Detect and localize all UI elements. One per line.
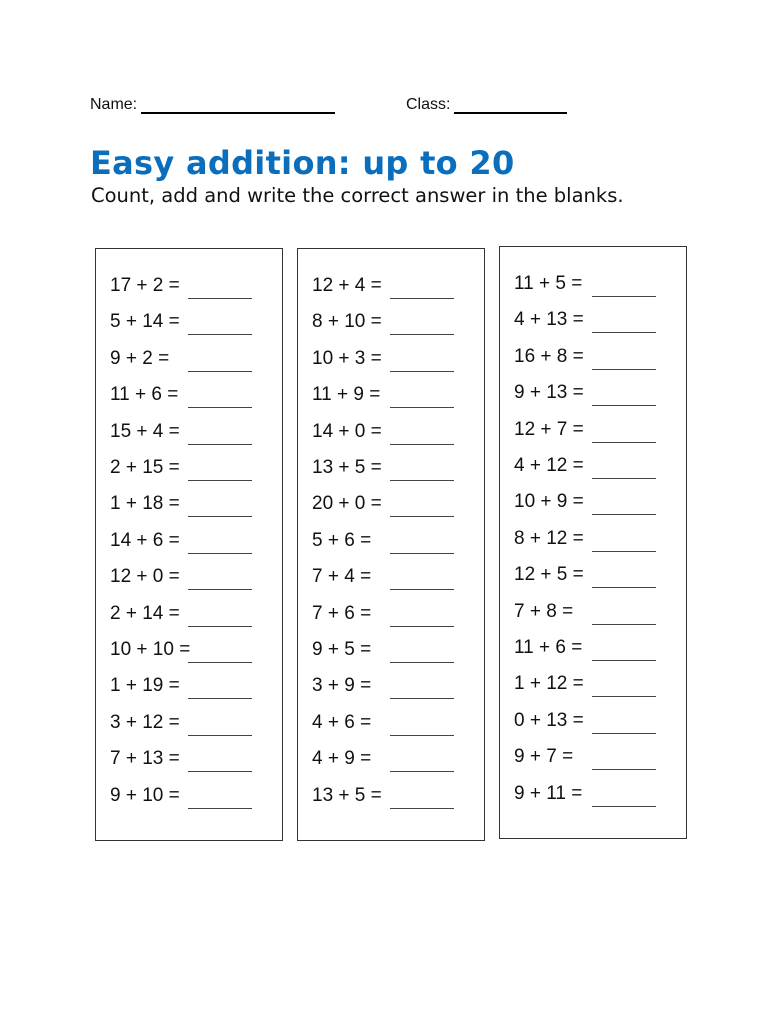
problem-row [110,346,270,372]
problem-equation: 11 + 9 = [312,384,381,406]
answer-blank[interactable] [592,660,656,661]
answer-blank[interactable] [390,480,454,481]
problem-row [110,455,270,481]
problem-equation: 4 + 9 = [312,748,372,770]
problem-row [312,382,472,408]
problem-row [312,637,472,663]
answer-blank[interactable] [390,698,454,699]
problem-row [514,635,674,661]
problem-column-1 [95,248,283,841]
problem-row [110,564,270,590]
class-field [406,96,567,114]
problem-row [312,455,472,481]
problem-row [110,419,270,445]
class-blank[interactable] [454,98,567,114]
problem-equation: 7 + 4 = [312,566,372,588]
class-label: Class: [406,96,451,113]
answer-blank[interactable] [188,698,252,699]
problem-row [312,564,472,590]
problem-equation: 14 + 6 = [110,529,180,551]
problem-equation: 17 + 2 = [110,275,180,296]
problem-column-2 [297,248,485,841]
problem-row [514,489,674,515]
answer-blank[interactable] [390,444,454,445]
problem-equation: 2 + 14 = [110,602,180,624]
problem-equation: 4 + 13 = [514,309,584,331]
problem-equation: 5 + 6 = [312,529,372,551]
problem-equation: 11 + 6 = [514,637,583,658]
answer-blank[interactable] [390,371,454,372]
problem-equation: 12 + 7 = [514,418,584,440]
answer-blank[interactable] [390,808,454,809]
problem-equation: 9 + 7 = [514,746,574,768]
problem-column-3 [499,246,687,839]
problem-row [312,273,472,299]
answer-blank[interactable] [390,553,454,554]
answer-blank[interactable] [188,334,252,335]
problem-row [514,744,674,770]
answer-blank[interactable] [188,407,252,408]
problem-row [110,491,270,517]
problem-row [514,526,674,552]
worksheet-header [90,96,690,120]
problem-row [110,746,270,772]
problem-row [514,380,674,406]
answer-blank[interactable] [592,624,656,625]
answer-blank[interactable] [188,626,252,627]
problem-row [312,346,472,372]
problem-row [110,309,270,335]
name-label: Name: [90,96,138,113]
problem-row [110,783,270,809]
problem-equation: 4 + 6 = [312,711,372,733]
problem-equation: 13 + 5 = [312,784,382,806]
answer-blank[interactable] [390,516,454,517]
name-field [90,96,335,114]
problem-row [312,491,472,517]
problem-row [514,781,674,807]
answer-blank[interactable] [592,332,656,333]
problem-row [312,746,472,772]
problem-equation: 5 + 14 = [110,311,180,333]
problem-row [514,708,674,734]
problem-row [110,382,270,408]
answer-blank[interactable] [188,371,252,372]
answer-blank[interactable] [592,442,656,443]
answer-blank[interactable] [592,806,656,807]
problem-row [312,419,472,445]
problem-row [110,273,270,299]
problem-equation: 3 + 9 = [312,675,372,697]
problem-equation: 16 + 8 = [514,345,584,367]
answer-blank[interactable] [592,514,656,515]
answer-blank[interactable] [390,589,454,590]
answer-blank[interactable] [592,369,656,370]
answer-blank[interactable] [592,696,656,697]
problem-row [514,307,674,333]
problem-equation: 8 + 10 = [312,311,382,333]
answer-blank[interactable] [188,808,252,809]
problem-equation: 7 + 13 = [110,748,180,770]
problem-equation: 3 + 12 = [110,711,180,733]
problem-equation: 9 + 10 = [110,784,180,806]
problem-equation: 2 + 15 = [110,457,180,478]
problem-row [312,710,472,736]
problem-equation: 1 + 12 = [514,673,584,695]
answer-blank[interactable] [188,553,252,554]
problem-row [514,599,674,625]
problem-equation: 7 + 8 = [514,600,574,622]
problem-equation: 9 + 5 = [312,639,372,660]
problem-row [514,344,674,370]
problem-row [110,637,270,663]
problem-equation: 1 + 18 = [110,493,180,515]
problem-equation: 9 + 2 = [110,347,170,369]
problem-equation: 13 + 5 = [312,457,382,478]
answer-blank[interactable] [188,516,252,517]
problem-row [514,671,674,697]
answer-blank[interactable] [390,735,454,736]
answer-blank[interactable] [592,551,656,552]
problem-equation: 12 + 4 = [312,275,382,296]
answer-blank[interactable] [188,298,252,299]
answer-blank[interactable] [390,662,454,663]
answer-blank[interactable] [188,735,252,736]
problem-equation: 11 + 5 = [514,273,583,294]
problem-equation: 0 + 13 = [514,709,584,731]
problem-row [312,528,472,554]
answer-blank[interactable] [188,444,252,445]
problem-equation: 9 + 13 = [514,382,584,404]
problem-equation: 1 + 19 = [110,675,180,697]
problem-equation: 10 + 10 = [110,639,191,660]
problem-equation: 20 + 0 = [312,493,382,515]
answer-blank[interactable] [390,298,454,299]
answer-blank[interactable] [390,771,454,772]
problem-row [514,562,674,588]
answer-blank[interactable] [592,296,656,297]
answer-blank[interactable] [592,478,656,479]
answer-blank[interactable] [188,480,252,481]
problem-equation: 10 + 9 = [514,491,584,513]
answer-blank[interactable] [188,771,252,772]
problem-row [110,601,270,627]
problem-equation: 8 + 12 = [514,527,584,549]
problem-equation: 9 + 11 = [514,782,583,804]
answer-blank[interactable] [188,662,252,663]
problem-row [514,417,674,443]
answer-blank[interactable] [188,589,252,590]
answer-blank[interactable] [592,733,656,734]
problem-row [514,271,674,297]
worksheet-title: Easy addition: up to 20 [90,144,515,182]
worksheet-instructions: Count, add and write the correct answer in the blanks. [91,184,624,207]
problem-equation: 12 + 5 = [514,564,584,586]
problem-row [312,601,472,627]
answer-blank[interactable] [592,405,656,406]
problem-row [514,453,674,479]
answer-blank[interactable] [592,587,656,588]
problem-row [312,783,472,809]
problem-equation: 14 + 0 = [312,420,382,442]
problem-equation: 12 + 0 = [110,566,180,588]
problem-row [312,673,472,699]
problem-row [110,673,270,699]
answer-blank[interactable] [592,769,656,770]
problem-row [110,710,270,736]
problem-equation: 7 + 6 = [312,602,372,624]
problem-equation: 11 + 6 = [110,384,179,406]
answer-blank[interactable] [390,407,454,408]
name-blank[interactable] [141,98,335,114]
problem-equation: 10 + 3 = [312,347,382,369]
problem-equation: 15 + 4 = [110,420,180,442]
answer-blank[interactable] [390,626,454,627]
problem-equation: 4 + 12 = [514,455,584,476]
answer-blank[interactable] [390,334,454,335]
problem-row [312,309,472,335]
problem-row [110,528,270,554]
